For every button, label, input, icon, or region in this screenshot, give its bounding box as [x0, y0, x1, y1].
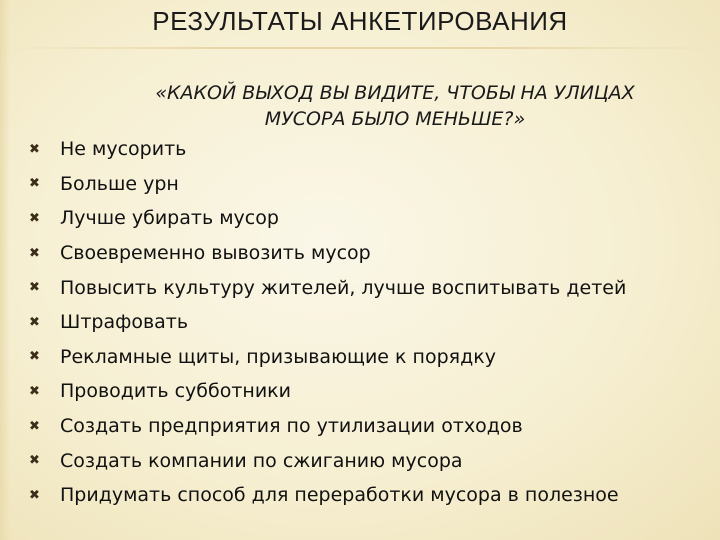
x-mark-icon: ✖ — [29, 245, 40, 261]
list-item — [28, 167, 626, 202]
x-mark-icon: ✖ — [29, 453, 40, 469]
list-item — [28, 478, 626, 513]
list-item — [28, 409, 626, 444]
list-item-text: Не мусорить — [60, 138, 187, 161]
x-mark-icon: ✖ — [29, 280, 40, 296]
list-item — [28, 374, 626, 409]
x-mark-icon: ✖ — [29, 314, 40, 330]
list-item-text: Повысить культуру жителей, лучше воспитывать детей — [60, 276, 627, 299]
x-mark-icon: ✖ — [29, 176, 40, 192]
x-mark-icon: ✖ — [29, 210, 40, 226]
list-item — [28, 201, 626, 236]
list-item-text: Своевременно вывозить мусор — [60, 242, 371, 265]
title-divider — [0, 47, 720, 49]
list-item-text: Лучше убирать мусор — [60, 207, 279, 230]
list-item — [28, 443, 626, 478]
answer-list — [28, 132, 626, 513]
list-item-text: Рекламные щиты, призывающие к порядку — [60, 345, 496, 368]
list-item-text: Больше урн — [60, 172, 179, 195]
x-mark-icon: ✖ — [29, 487, 40, 503]
x-mark-icon: ✖ — [29, 383, 40, 399]
list-item — [28, 340, 626, 375]
survey-question-line-2: МУСОРА БЫЛО МЕНЬШЕ?» — [264, 108, 526, 130]
list-item-text: Создать предприятия по утилизации отходов — [60, 415, 523, 438]
x-mark-icon: ✖ — [29, 418, 40, 434]
list-item-text: Создать компании по сжиганию мусора — [60, 449, 463, 472]
survey-question — [120, 80, 670, 132]
slide-title: РЕЗУЛЬТАТЫ АНКЕТИРОВАНИЯ — [152, 6, 568, 36]
x-mark-icon: ✖ — [29, 141, 40, 157]
list-item — [28, 132, 626, 167]
left-accent-bar — [0, 0, 10, 540]
list-item — [28, 236, 626, 271]
x-mark-icon: ✖ — [29, 349, 40, 365]
list-item-text: Проводить субботники — [60, 380, 291, 403]
survey-question-line-1: «КАКОЙ ВЫХОД ВЫ ВИДИТЕ, ЧТОБЫ НА УЛИЦАХ — [155, 82, 635, 104]
list-item-text: Придумать способ для переработки мусора в полезное — [60, 484, 619, 507]
list-item — [28, 270, 626, 305]
list-item — [28, 305, 626, 340]
list-item-text: Штрафовать — [60, 311, 189, 334]
